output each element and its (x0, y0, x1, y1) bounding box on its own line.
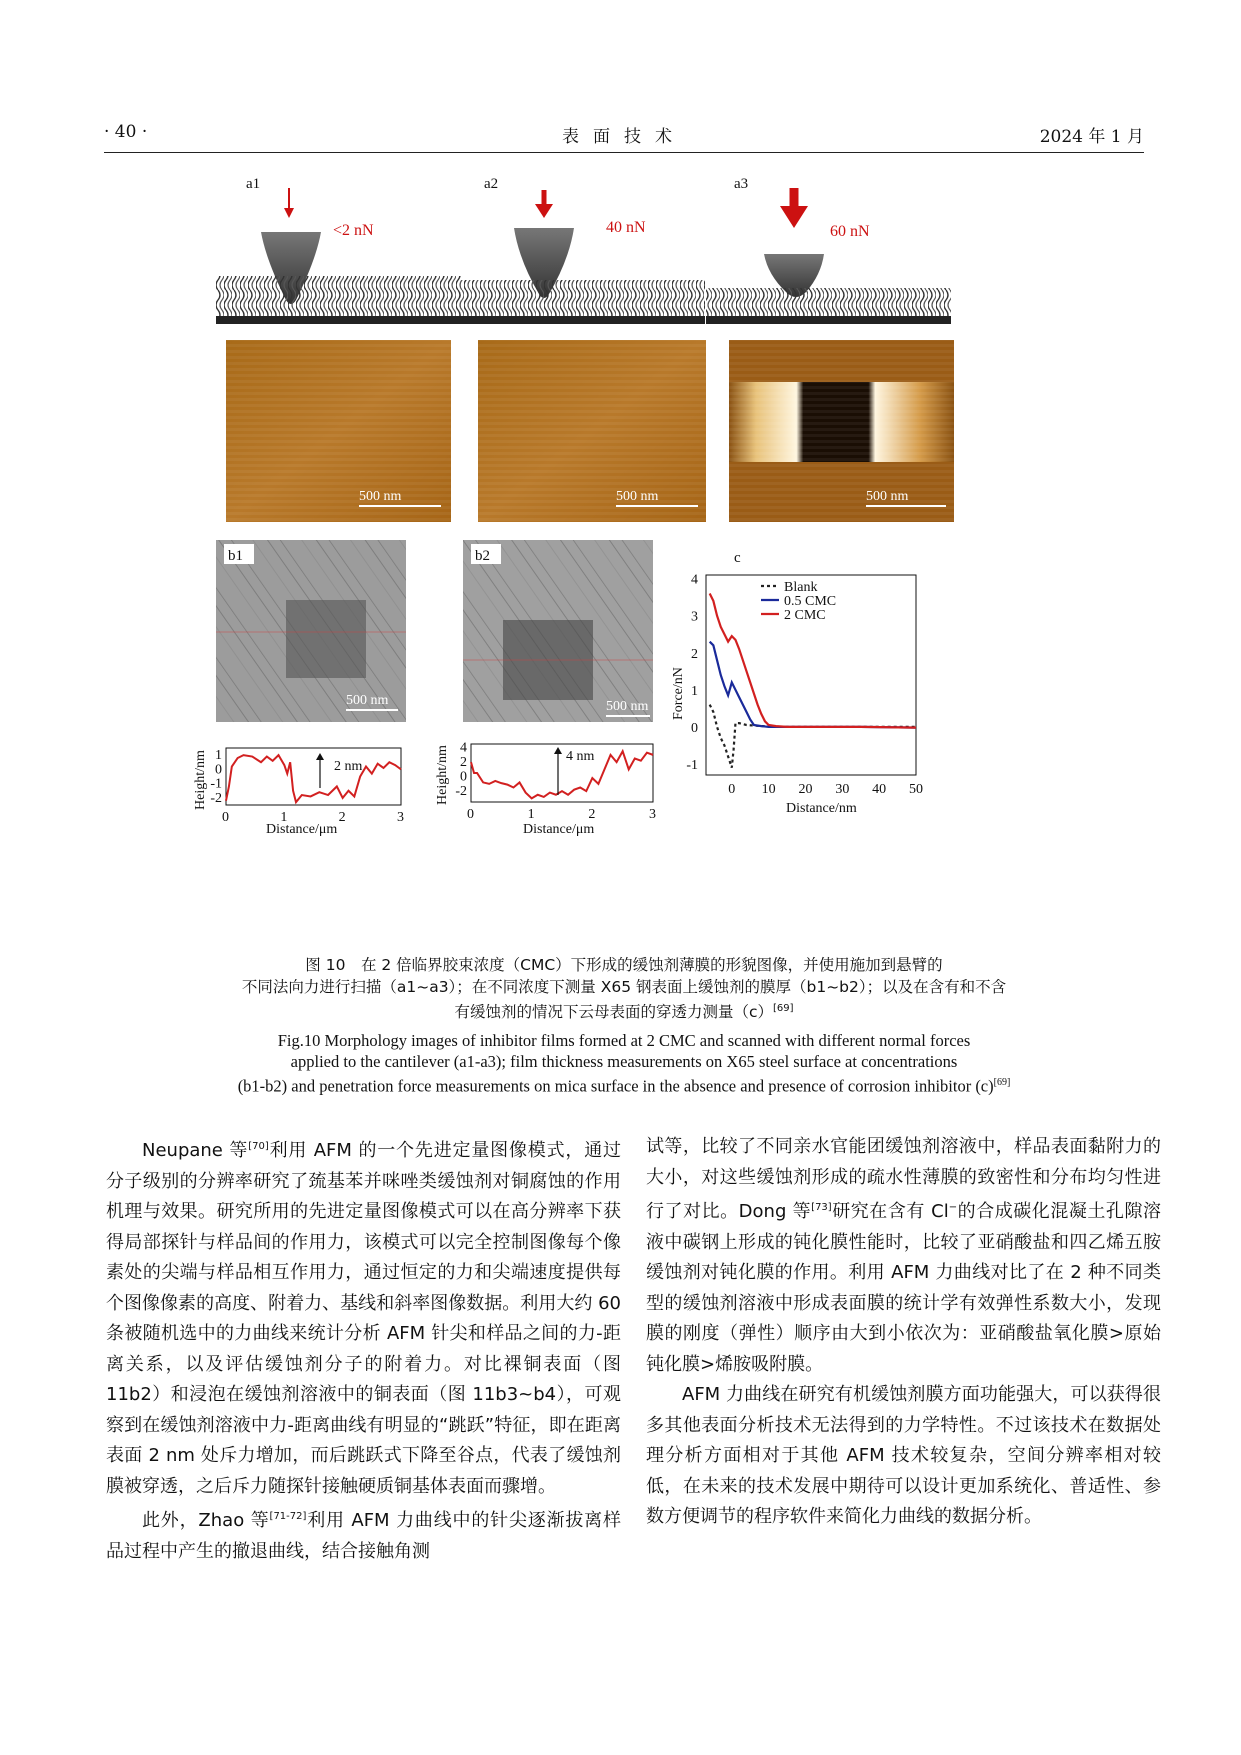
journal-title: 表面技术 (562, 127, 686, 147)
y-tick-b1-3: -2 (210, 790, 222, 806)
afm-image-a1 (226, 340, 451, 522)
scale-bar-label-b2: 500 nm (606, 699, 649, 714)
figure-10 (193, 170, 1076, 950)
height-profile-b2 (435, 741, 656, 837)
step-label-b2: 4 nm (566, 749, 595, 764)
scale-bar-label-a1: 500 nm (359, 489, 402, 504)
afm-image-b2 (463, 540, 653, 722)
c-y-tick-5: -1 (686, 757, 698, 773)
profile-line-b1 (226, 755, 401, 802)
brush-layer-a2 (460, 280, 705, 316)
c-y-tick-3: 1 (691, 683, 698, 699)
header-rule (104, 152, 1144, 153)
figure-caption-zh: 图 10 在 2 倍临界胶束浓度（CMC）下形成的缓蚀剂薄膜的形貌图像，并使用施加到悬臂的 不同法向力进行扫描（a1~a3）；在不同浓度下测量 X65 钢表面上缓蚀剂的膜厚（b1~b2）；以及在含有和不含 有缓蚀剂的情况下云母表面的穿透力测量（c）[69] (241, 956, 1007, 1022)
afm-image-b1 (216, 540, 406, 722)
legend-label-2: 2 CMC (784, 608, 826, 623)
brush-layer-a3 (706, 288, 951, 316)
panel-a1-schematic (216, 176, 461, 324)
force-label-a3: 60 nN (830, 223, 870, 240)
profile-xlabel-b1: Distance/μm (266, 822, 338, 837)
c-x-tick-3: 30 (835, 782, 850, 797)
y-tick-b2-2: 0 (460, 769, 467, 785)
profile-xlabel-b2: Distance/μm (523, 822, 595, 837)
c-x-tick-1: 10 (761, 782, 776, 797)
panel-label-a3: a3 (734, 176, 749, 192)
profile-ylabel-b1: Height/nm (193, 750, 208, 810)
x-tick-b2-2: 2 (588, 807, 596, 822)
afm-image-a2 (478, 340, 706, 522)
body-column-right (646, 1132, 1161, 1533)
panel-label-a1: a1 (246, 176, 261, 192)
panel-label-b1: b1 (228, 548, 243, 564)
scale-bar-label-a2: 500 nm (616, 489, 659, 504)
force-xlabel: Distance/nm (786, 801, 857, 816)
afm-image-a3 (729, 340, 954, 522)
force-label-a1: <2 nN (333, 222, 374, 239)
series-line-blank (710, 705, 916, 768)
legend-label-0: Blank (784, 580, 818, 595)
force-curve-c (671, 550, 923, 816)
paragraph-3: AFM 力曲线在研究有机缓蚀剂膜方面功能强大，可以获得很多其他表面分析技术无法得到的力学特性。不过该技术在数据处理分析方面相对于其他 AFM 技术较复杂，空间分辨率相对较低，在未来的技术发展中期待可以设计更加系统化、普适性、参数方便调节的程序软件来简化力曲线的数据分析。 (646, 1384, 1161, 1527)
paragraph-2: 此外，Zhao 等[71-72]利用 AFM 力曲线中的针尖逐渐拔离样品过程中产生的撤退曲线，结合接触角测 (106, 1510, 621, 1562)
x-tick-b1-0: 0 (222, 810, 229, 825)
profile-line-b2 (471, 751, 653, 798)
c-y-tick-1: 3 (691, 609, 698, 625)
force-label-a2: 40 nN (606, 219, 646, 236)
panel-label-a2: a2 (484, 176, 499, 192)
panel-label-c: c (734, 550, 741, 566)
y-tick-b1-1: 0 (215, 762, 222, 778)
c-x-tick-5: 50 (909, 782, 923, 797)
y-tick-b1-2: -1 (210, 776, 222, 792)
y-tick-b2-3: -2 (455, 784, 467, 800)
panel-a3-schematic (706, 176, 951, 324)
x-tick-b1-2: 2 (338, 810, 346, 825)
c-y-tick-4: 0 (691, 720, 698, 736)
profile-ylabel-b2: Height/nm (435, 745, 450, 805)
issue-date: 2024 年 1 月 (1039, 127, 1144, 147)
scale-bar-label-a3: 500 nm (866, 489, 909, 504)
force-ylabel: Force/nN (671, 667, 686, 720)
c-x-tick-2: 20 (798, 782, 813, 797)
x-tick-b2-1: 1 (527, 807, 535, 822)
y-tick-b2-0: 4 (460, 740, 467, 756)
c-y-tick-2: 2 (691, 646, 698, 662)
c-y-tick-0: 4 (691, 572, 698, 588)
page-number: · 40 · (104, 122, 148, 142)
c-x-tick-4: 40 (872, 782, 887, 797)
y-tick-b1-0: 1 (215, 748, 222, 764)
height-profile-b1 (193, 748, 404, 837)
running-header (104, 122, 1144, 152)
x-tick-b2-3: 3 (649, 807, 656, 822)
paragraph-1: Neupane 等[70]利用 AFM 的一个先进定量图像模式，通过分子级别的分辨率研究了巯基苯并咪唑类缓蚀剂对铜腐蚀的作用机理与效果。研究所用的先进定量图像模式可以在高分辨率下获得局部探针与样品间的作用力，该模式可以完全控制图像每个像素处的尖端与样品相互作用力，通过恒定的力和尖端速度提供每个图像像素的高度、附着力、基线和斜率图像数据。利用大约 60 条被随机选中的力曲线来统计分析 AFM 针尖和样品之间的力-距离关系，以及评估缓蚀剂分子的附着力。对比裸铜表面（图 11b2）和浸泡在缓蚀剂溶液中的铜表面（图 11b3~b4），可观察到在缓蚀剂溶液中力-距离曲线有明显的“跳跃”特征，即在距离表面 2 nm 处斥力增加，而后跳跃式下降至谷点，代表了缓蚀剂膜被穿透，之后斥力随探针接触硬质铜基体表面而骤增。 (106, 1140, 622, 1497)
c-x-tick-0: 0 (728, 782, 736, 797)
y-tick-b2-1: 2 (460, 755, 467, 771)
panel-label-b2: b2 (475, 548, 490, 564)
paragraph-2-cont: 试等，比较了不同亲水官能团缓蚀剂溶液中，样品表面黏附力的大小，对这些缓蚀剂形成的疏水性薄膜的致密性和分布均匀性进行了对比。Dong 等[73]研究在含有 Cl−的合成碳化混凝土孔隙溶液中碳钢上形成的钝化膜性能时，比较了亚硝酸盐和四乙烯五胺缓蚀剂对钝化膜的作用。利用 AFM 力曲线对比了在 2 种不同类型的缓蚀剂溶液中形成表面膜的统计学有效弹性系数大小，发现膜的刚度（弹性）顺序由大到小依次为：亚硝酸盐氧化膜>原始钝化膜>烯胺吸附膜。 (646, 1136, 1161, 1375)
step-label-b1: 2 nm (334, 759, 363, 774)
x-tick-b1-1: 1 (280, 810, 288, 825)
figure-caption-en: Fig.10 Morphology images of inhibitor films formed at 2 CMC and scanned with different normal forces applied to the cantilever (a1-a3); film thickness measurements on X65 steel surface at concentrations (b1-b2) and penetration force measurements on mica surface in the absence and presence of corrosion inhibitor (c)[69] (237, 1031, 1011, 1096)
scale-bar-label-b1: 500 nm (346, 693, 389, 708)
x-tick-b1-3: 3 (397, 810, 404, 825)
brush-layer-a1 (216, 276, 461, 316)
legend (761, 580, 836, 623)
x-tick-b2-0: 0 (467, 807, 474, 822)
panel-a2-schematic (460, 176, 705, 324)
legend-label-1: 0.5 CMC (784, 594, 837, 609)
body-column-left (106, 1132, 621, 1567)
